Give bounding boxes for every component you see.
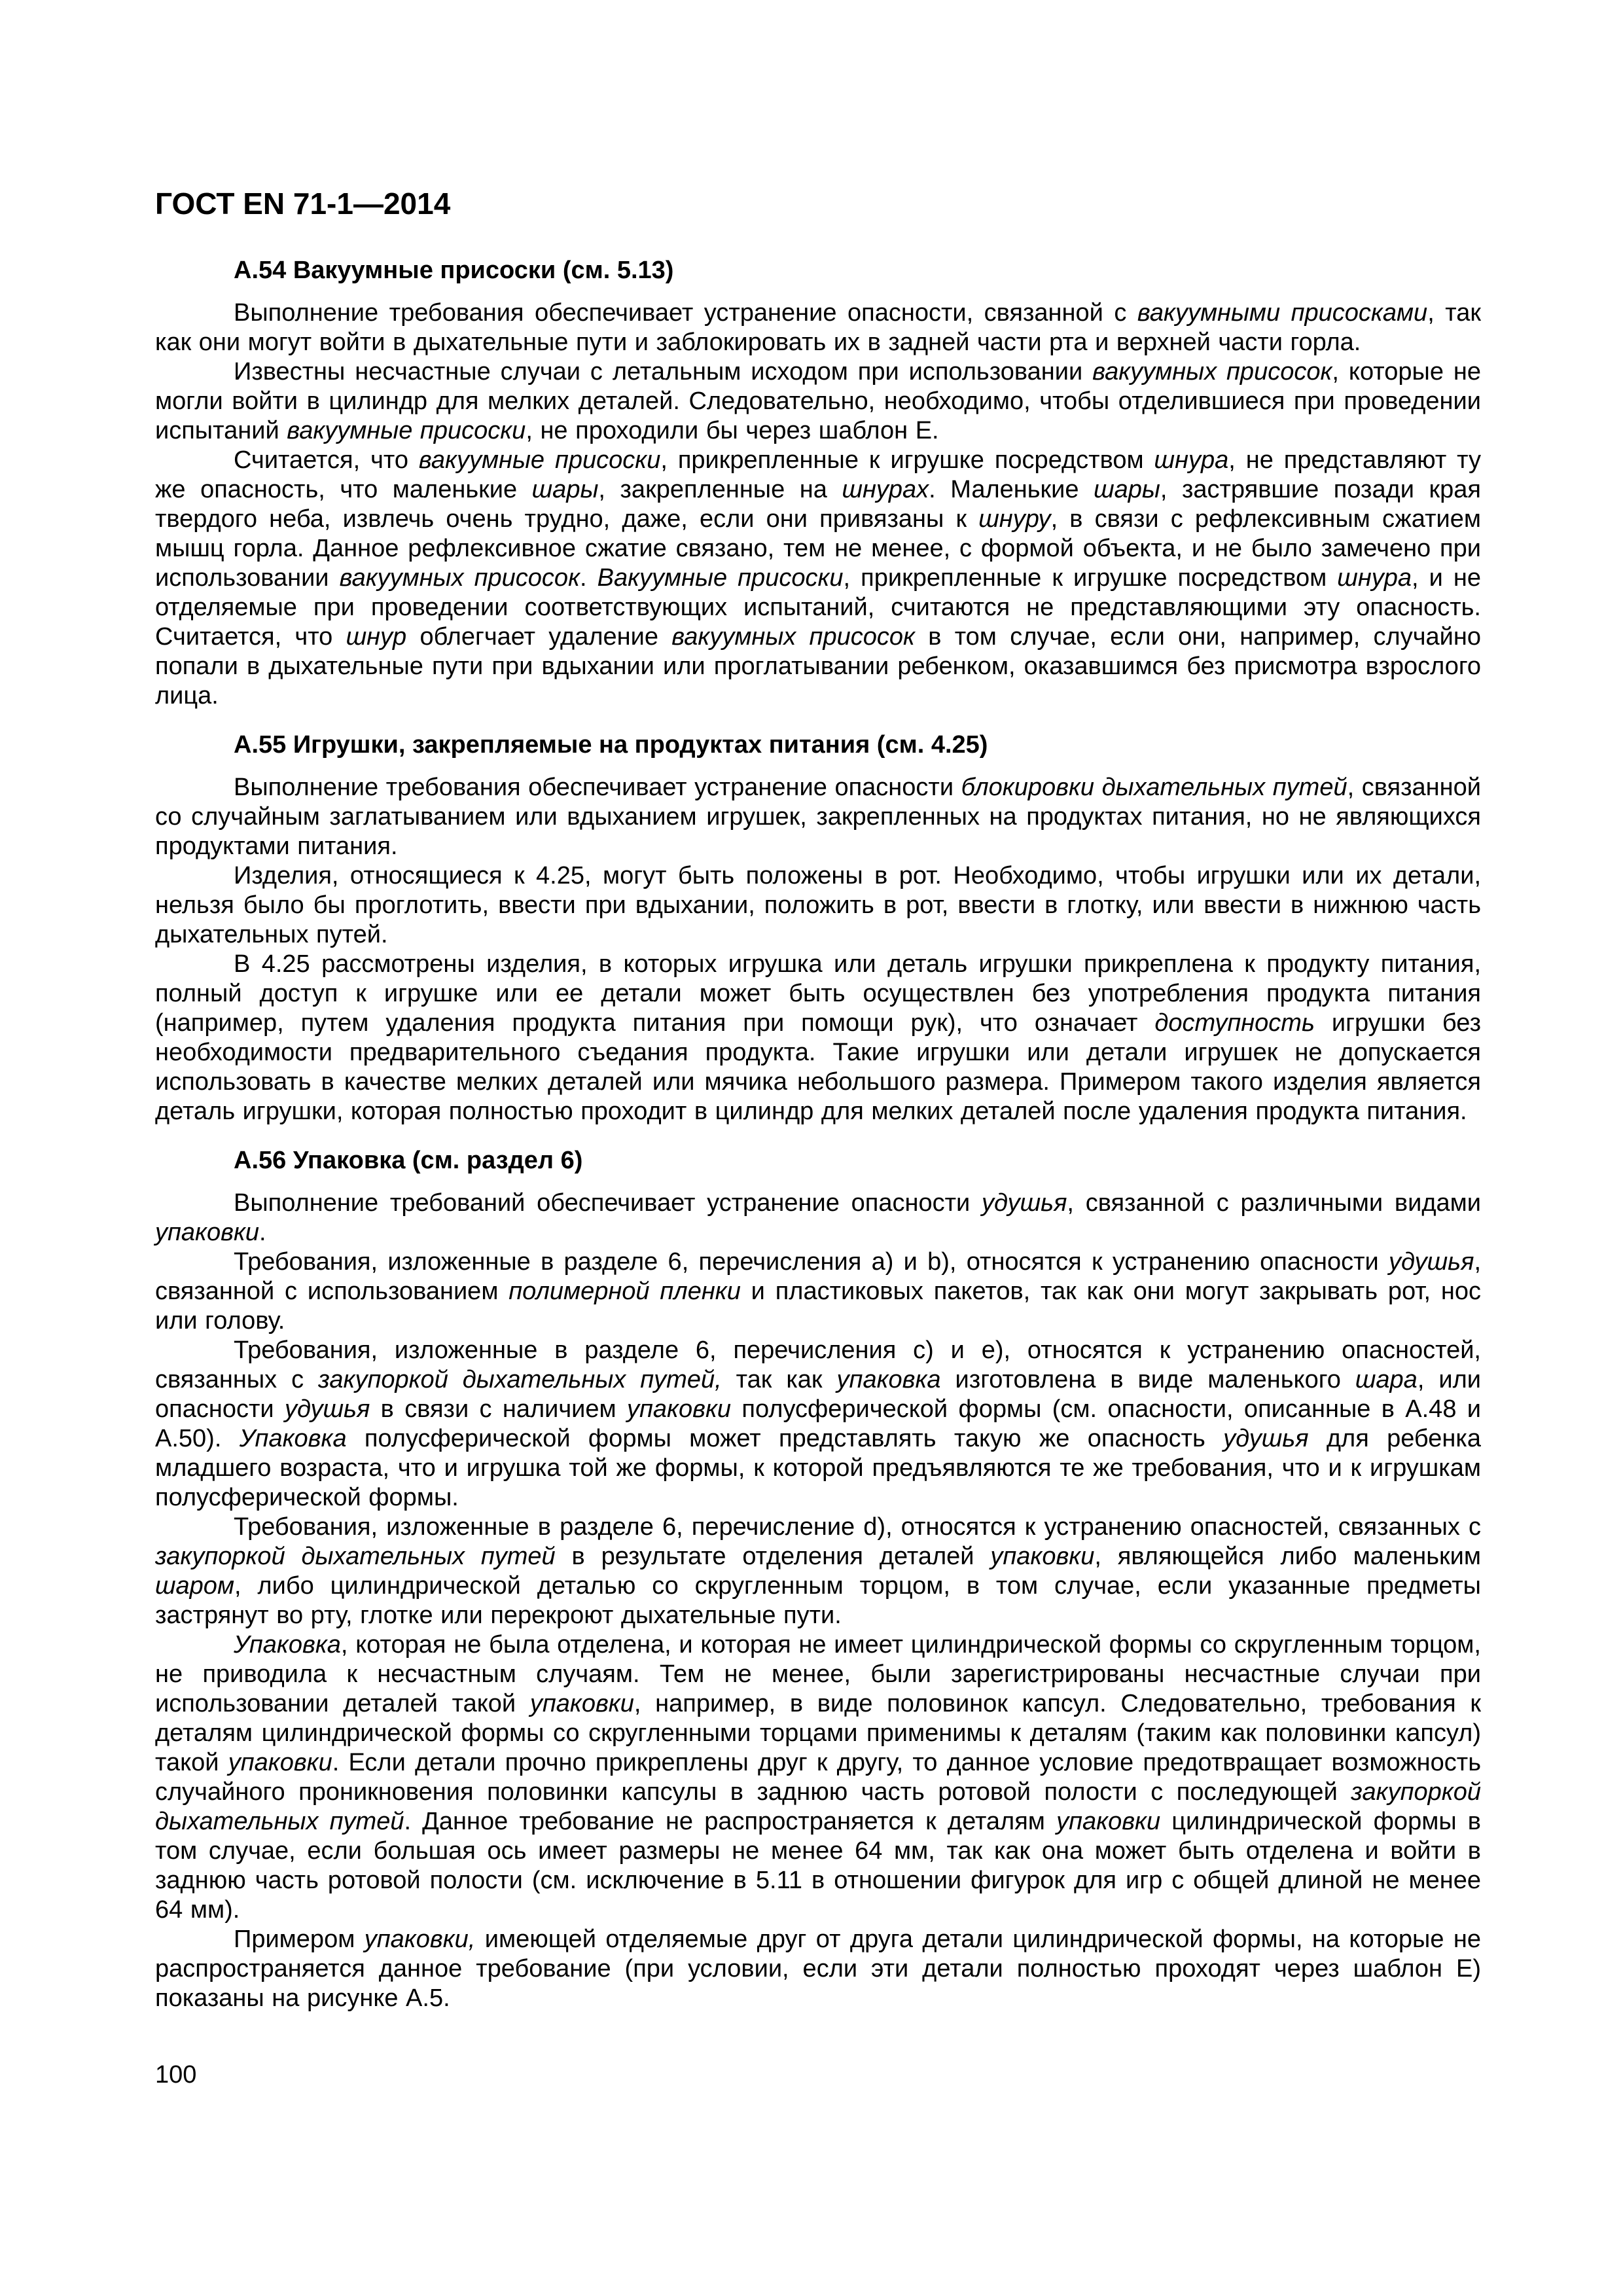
text-run: в результате отделения деталей [555, 1543, 991, 1571]
italic-term: полимерной пленки [508, 1278, 741, 1306]
text-run: Выполнение требования обеспечивает устранение опасности [234, 774, 961, 802]
italic-term: шнурах [842, 476, 929, 504]
text-run: , которые не могли войти в цилиндр для мелких деталей. Следовательно, необходимо, чтобы отделившиеся при проведении испытаний [155, 358, 1481, 445]
italic-term: шары [1094, 476, 1160, 504]
italic-term: закупоркой дыхательных путей [155, 1543, 556, 1571]
italic-term: удушья [1389, 1248, 1474, 1276]
italic-term: закупоркой дыхательных путей, [318, 1366, 722, 1394]
text-run: , являющейся либо маленьким [1094, 1543, 1482, 1571]
text-run: Требования, изложенные в разделе 6, перечисления c) и e), относятся к устранению опасностей, связанных с [155, 1336, 1481, 1394]
paragraph [155, 861, 1481, 950]
document-header: ГОСТ EN 71-1—2014 [155, 187, 451, 221]
text-run: цилиндрической формы в том случае, если большая ось имеет размеры не менее 64 мм, так как она может быть отделена и войти в заднюю часть ротовой полости (см. исключение в 5.11 в отношении фигурок для игр с общей длиной не менее 64 мм). [155, 1808, 1481, 1924]
text-run: Выполнение требования обеспечивает устранение опасности, связанной с [234, 299, 1137, 327]
italic-term: вакуумные присоски [287, 417, 526, 445]
text-run: изготовлена в виде маленького [940, 1366, 1355, 1394]
paragraph [155, 446, 1481, 711]
section-A.55 [155, 730, 1481, 1126]
text-run: , и не отделяемые при проведении соответствующих испытаний, считаются не представляющими эту опасность. Считается, что [155, 564, 1482, 651]
italic-term: закупоркой дыхательных путей [155, 1778, 1481, 1836]
italic-term: вакуумных присосок [1092, 358, 1332, 386]
italic-term: шары [531, 476, 599, 504]
paragraph [155, 1513, 1481, 1630]
text-run: , прикрепленные к игрушке посредством [843, 564, 1338, 592]
text-run: , которая не была отделена, и которая не имеет цилиндрической формы со скругленным торцом, не приводила к несчастным случаям. Тем не менее, были зарегистрированы несчастные случаи при использовании деталей такой [155, 1631, 1481, 1718]
text-run: Выполнение требований обеспечивает устранение опасности [234, 1189, 982, 1217]
paragraph [155, 950, 1481, 1126]
italic-term: шнура [1337, 564, 1412, 592]
page-number: 100 [155, 2061, 197, 2089]
text-run: облегчает удаление [406, 623, 672, 651]
italic-term: упаковки [1056, 1808, 1161, 1836]
italic-term: упаковки [155, 1219, 260, 1247]
italic-term: вакуумных присосок [671, 623, 915, 651]
text-run: Требования, изложенные в разделе 6, перечисление d), относятся к устранению опасностей, связанных с [234, 1513, 1481, 1541]
text-run: , не проходили бы через шаблон Е. [526, 417, 939, 445]
text-run: имеющей отделяемые друг от друга детали цилиндрической формы, на которые не распространяется данное требование (при условии, если эти детали полностью проходят через шаблон Е) показаны на рисунке А.5. [155, 1926, 1481, 2013]
text-run: , так как они могут войти в дыхательные пути и заблокировать их в задней части рта и верхней части горла. [155, 299, 1481, 357]
italic-term: вакуумные присоски [418, 446, 661, 475]
section-A.56 [155, 1146, 1481, 2013]
text-run: , не представляют ту же опасность, что маленькие [155, 446, 1481, 504]
text-run: , связанной с различными видами [1067, 1189, 1481, 1217]
italic-term: вакуумных присосок [339, 564, 580, 592]
italic-term: удушья [982, 1189, 1067, 1217]
text-run: . [580, 564, 597, 592]
paragraph [155, 298, 1481, 357]
italic-term: доступность [1154, 1009, 1315, 1037]
italic-term: Упаковка [234, 1631, 341, 1659]
section-heading: А.56 Упаковка (см. раздел 6) [234, 1147, 583, 1175]
paragraph [155, 1247, 1481, 1336]
text-run: , застрявшие позади края твердого неба, извлечь очень трудно, даже, если они привязаны к [155, 476, 1481, 533]
text-run: так как [721, 1366, 837, 1394]
text-run: , связанной со случайным заглатыванием или вдыханием игрушек, закрепленных на продуктах питания, но не являющихся продуктами питания. [155, 774, 1482, 861]
text-run: , прикрепленные к игрушке посредством [660, 446, 1154, 475]
text-run: для ребенка младшего возраста, что и игрушка той же формы, к которой предъявляются те же требования, что и к игрушкам полусферической формы. [155, 1425, 1481, 1512]
italic-term: вакуумными присосками [1137, 299, 1428, 327]
italic-term: удушья [284, 1395, 370, 1424]
text-run: Примером [234, 1926, 365, 1954]
text-run: Требования, изложенные в разделе 6, перечисления a) и b), относятся к устранению опасности [234, 1248, 1389, 1276]
italic-term: шнуру [978, 505, 1051, 533]
text-run: , в связи с рефлексивным сжатием мышц горла. Данное рефлексивное сжатие связано, тем не менее, с формой объекта, и не было замечено при использовании [155, 505, 1482, 592]
text-run: . Маленькие [929, 476, 1094, 504]
italic-term: Вакуумные присоски [597, 564, 844, 592]
text-run: , связанной с использованием [155, 1248, 1481, 1306]
italic-term: удушья [1223, 1425, 1309, 1453]
text-run: . [259, 1219, 266, 1247]
italic-term: упаковки, [364, 1926, 476, 1954]
section-heading: А.55 Игрушки, закрепляемые на продуктах питания (см. 4.25) [234, 731, 988, 759]
text-run: полусферической формы может представлять такую же опасность [346, 1425, 1224, 1453]
section-A.54 [155, 256, 1481, 711]
text-run: Считается, что [234, 446, 419, 475]
text-run: игрушки без необходимости предварительного съедания продукта. Такие игрушки или детали игрушек не допускается использовать в качестве мелких деталей или мячика небольшого размера. Примером такого изделия является деталь игрушки, которая полностью проходит в цилиндр для мелких деталей после удаления продукта питания. [155, 1009, 1481, 1126]
paragraph [155, 773, 1481, 861]
italic-term: шаром [155, 1572, 234, 1600]
text-run: , например, в виде половинок капсул. Следовательно, требования к деталям цилиндрической формы со скругленными торцами применимы к деталям (таким как половинки капсул) такой [155, 1690, 1482, 1777]
text-run: . Данное требование не распространяется к деталям [404, 1808, 1057, 1836]
italic-term: шнур [346, 623, 407, 651]
text-run: Изделия, относящиеся к 4.25, могут быть положены в рот. Необходимо, чтобы игрушки или их детали, нельзя было бы проглотить, ввести при вдыхании, положить в рот, ввести в глотку, или ввести в нижнюю часть дыхательных путей. [155, 862, 1481, 949]
text-run: в том случае, если они, например, случайно попали в дыхательные пути при вдыхании или проглатывании ребенком, оказавшимся без присмотра взрослого лица. [155, 623, 1481, 710]
paragraph [155, 357, 1481, 446]
italic-term: шара [1355, 1366, 1418, 1394]
italic-term: Упаковка [239, 1425, 347, 1453]
italic-term: упаковка [836, 1366, 941, 1394]
paragraph [155, 1336, 1481, 1513]
text-run: , или опасности [155, 1366, 1481, 1424]
text-run: в связи с наличием [370, 1395, 628, 1424]
paragraph [155, 1189, 1481, 1247]
text-run: В 4.25 рассмотрены изделия, в которых игрушка или деталь игрушки прикреплена к продукту питания, полный доступ к игрушке или ее детали может быть осуществлен без употребления продукта питания (например, путем удаления продукта питания при помощи рук), что означает [155, 950, 1481, 1037]
text-run: полусферической формы (см. опасности, описанные в А.48 и А.50). [155, 1395, 1482, 1453]
italic-term: шнура [1154, 446, 1229, 475]
text-run: , либо цилиндрической деталью со скругленным торцом, в том случае, если указанные предметы застрянут во рту, глотке или перекроют дыхательные пути. [155, 1572, 1481, 1630]
document-body [155, 256, 1481, 2013]
text-run: . Если детали прочно прикреплены друг к другу, то данное условие предотвращает возможность случайного проникновения половинки капсулы в заднюю часть ротовой полости с последующей [155, 1749, 1481, 1806]
italic-term: упаковки [627, 1395, 732, 1424]
italic-term: упаковки [990, 1543, 1095, 1571]
text-run: и пластиковых пакетов, так как они могут закрывать рот, нос или голову. [155, 1278, 1481, 1335]
italic-term: упаковки [228, 1749, 332, 1777]
text-run: , закрепленные на [598, 476, 842, 504]
italic-term: блокировки дыхательных путей [961, 774, 1347, 802]
paragraph [155, 1630, 1481, 1925]
italic-term: упаковки [529, 1690, 634, 1718]
text-run: Известны несчастные случаи с летальным исходом при использовании [234, 358, 1093, 386]
section-heading: А.54 Вакуумные присоски (см. 5.13) [234, 257, 674, 285]
page-content [155, 188, 1481, 2013]
paragraph [155, 1925, 1481, 2013]
